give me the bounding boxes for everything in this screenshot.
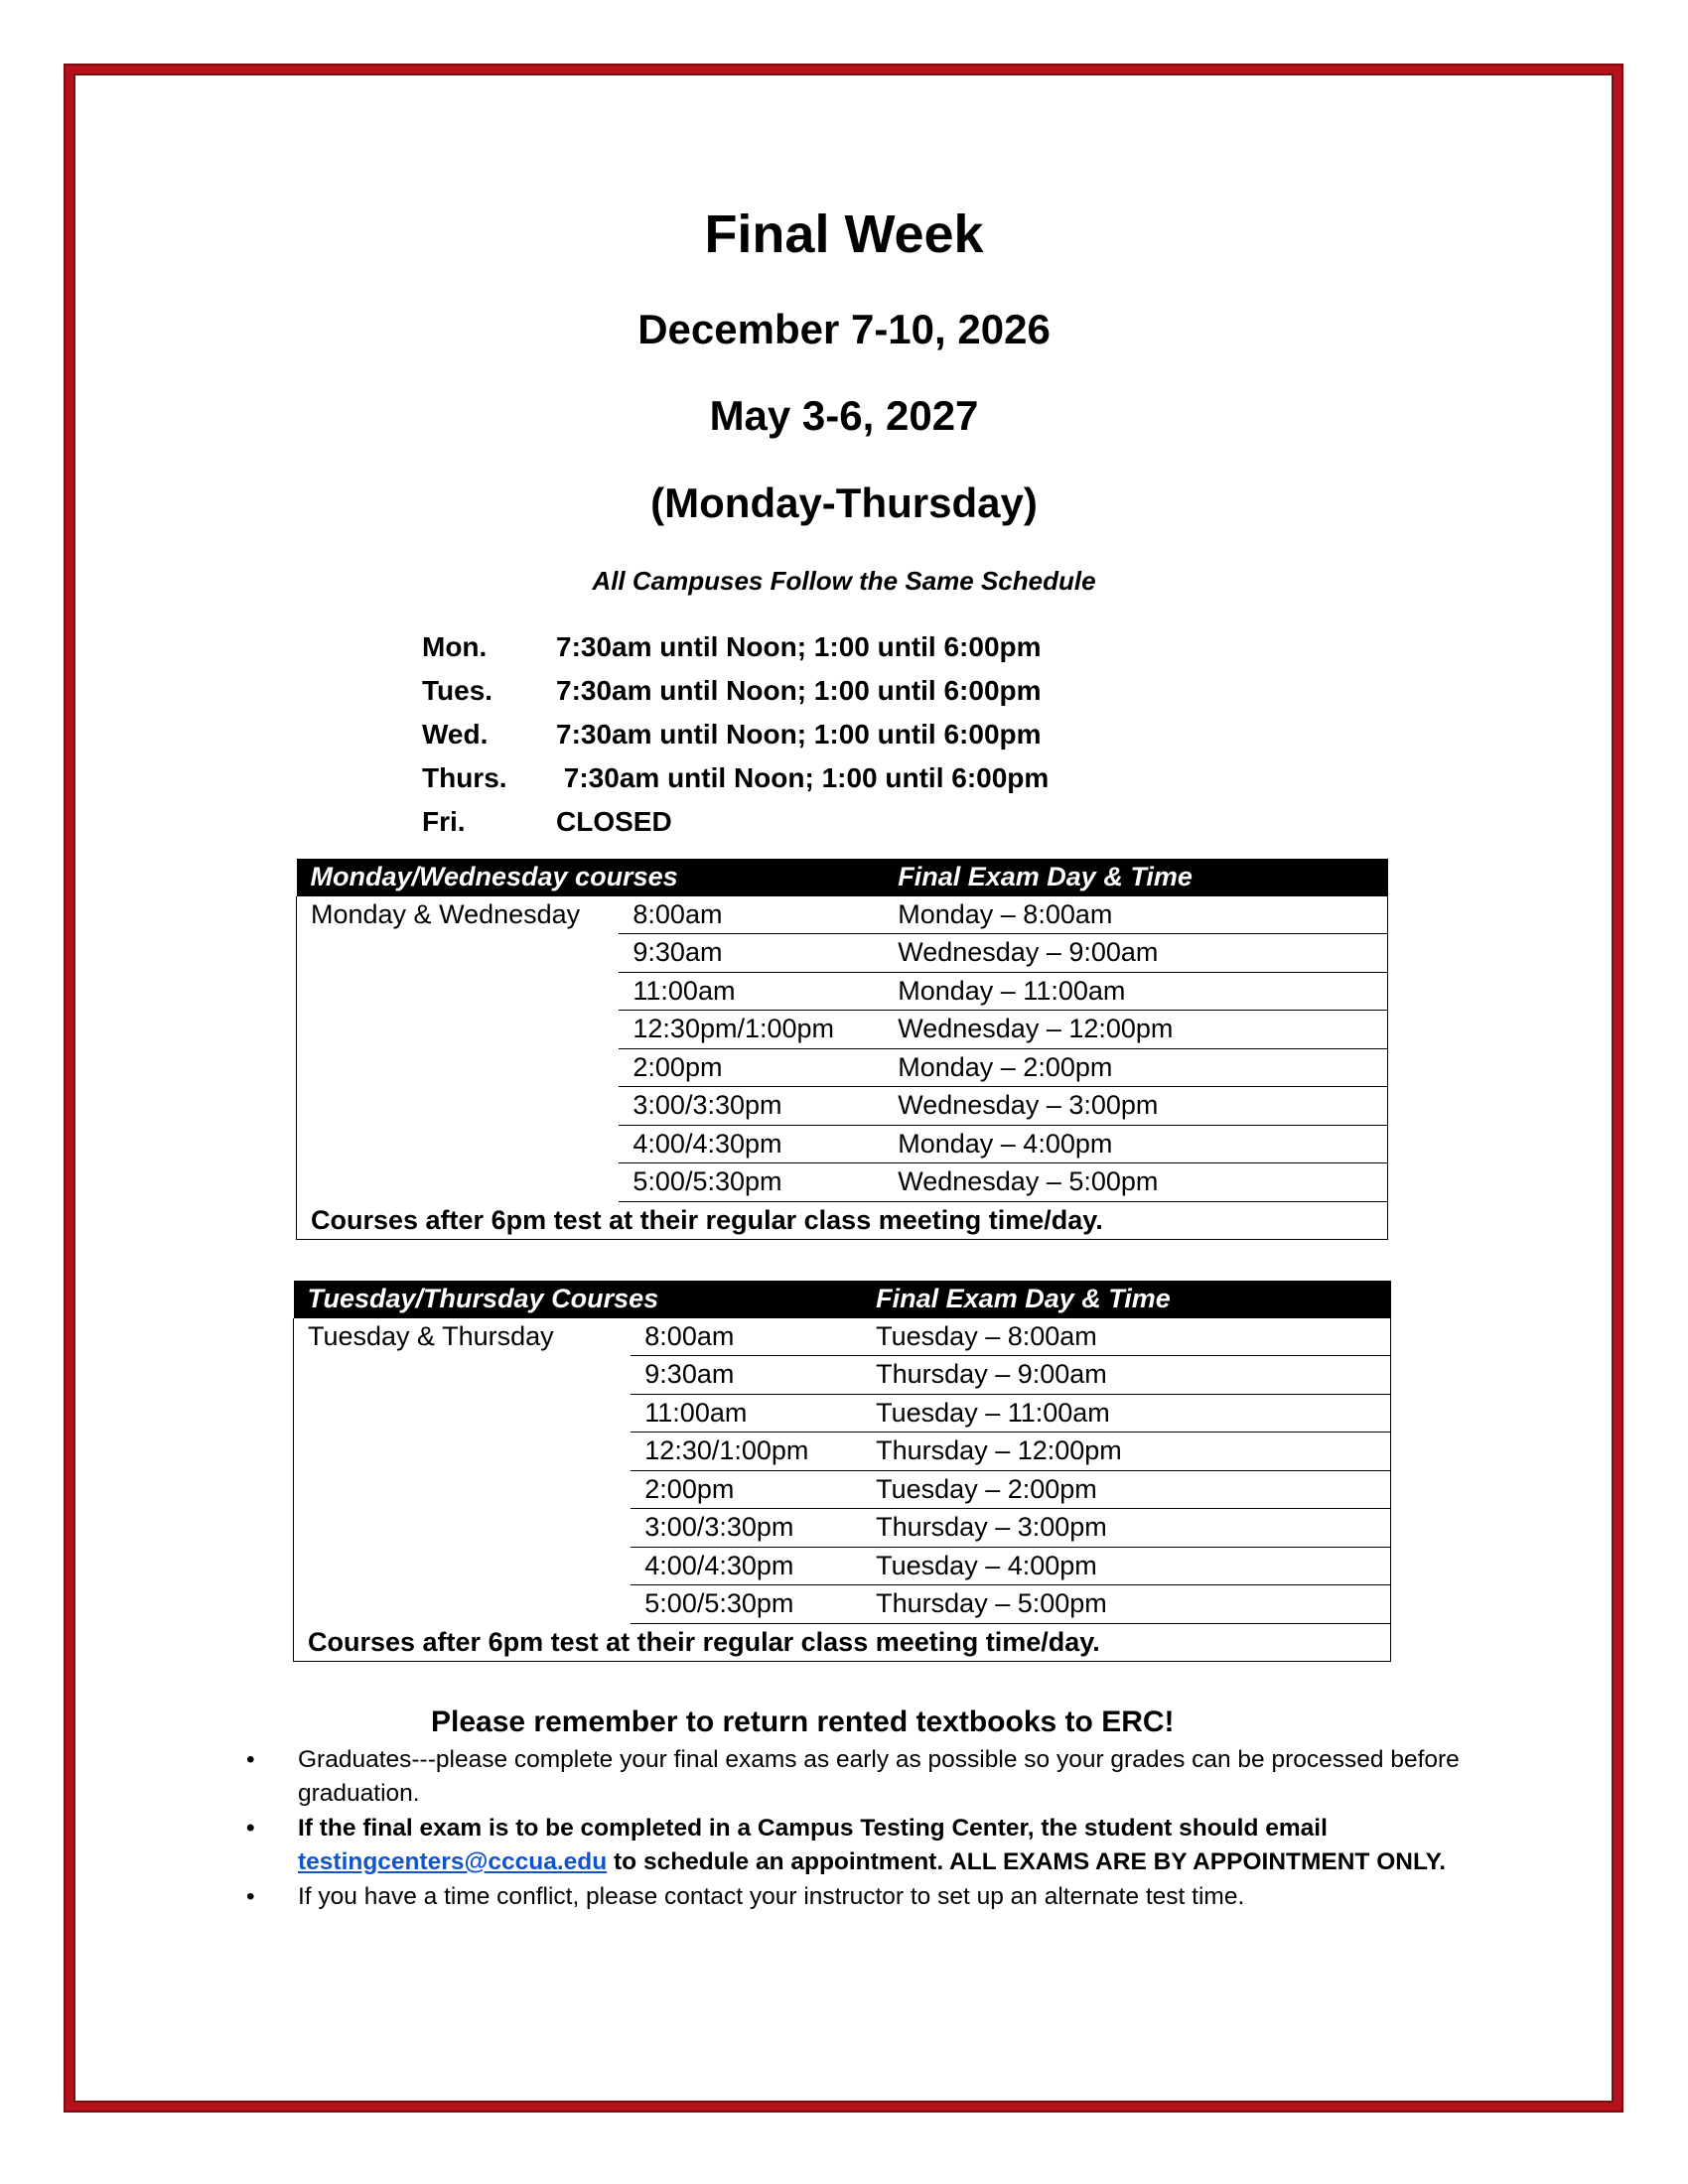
class-time: 8:00am (631, 1318, 862, 1356)
hours-row (422, 713, 1216, 756)
hours-time: 7:30am until Noon; 1:00 until 6:00pm (556, 762, 1050, 793)
hours-time: 7:30am until Noon; 1:00 until 6:00pm (556, 675, 1042, 706)
exam-time: Monday – 4:00pm (884, 1125, 1387, 1163)
hours-day: Fri. (422, 806, 466, 837)
header-courses: Monday/Wednesday courses (297, 859, 885, 896)
exam-time: Monday – 11:00am (884, 972, 1387, 1011)
hours-day: Thurs. (422, 762, 507, 793)
hours-row (422, 625, 1216, 669)
class-time: 2:00pm (631, 1470, 862, 1509)
bullet-icon: • (246, 1746, 255, 1773)
hours-row (422, 756, 1216, 800)
exam-time: Thursday – 5:00pm (862, 1585, 1390, 1624)
header-exam-time: Final Exam Day & Time (862, 1281, 1390, 1318)
notes-list (238, 1743, 1489, 1915)
class-time: 12:30/1:00pm (631, 1433, 862, 1471)
testing-note-part2: to schedule an appointment. ALL EXAMS ARE BY APPOINTMENT ONLY. (607, 1848, 1447, 1875)
hours-time: CLOSED (556, 806, 672, 837)
hours-day: Mon. (422, 631, 488, 662)
hours-day: Wed. (422, 719, 489, 750)
class-time: 11:00am (619, 972, 884, 1011)
exam-time: Tuesday – 2:00pm (862, 1470, 1390, 1509)
mw-schedule-table (296, 859, 1388, 1240)
exam-time: Tuesday – 4:00pm (862, 1547, 1390, 1585)
table-footer-row (294, 1623, 1391, 1662)
course-group-label: Tuesday & Thursday (294, 1318, 632, 1624)
bullet-icon: • (246, 1883, 255, 1910)
hours-time: 7:30am until Noon; 1:00 until 6:00pm (556, 719, 1042, 750)
exam-time: Wednesday – 3:00pm (884, 1087, 1387, 1126)
tt-schedule-table (293, 1281, 1391, 1662)
table-footer-row (297, 1201, 1388, 1240)
spring-date: May 3-6, 2027 (709, 392, 979, 439)
hours-row (422, 800, 1216, 844)
hours-day: Tues. (422, 675, 493, 706)
exam-time: Tuesday – 11:00am (862, 1394, 1390, 1433)
class-time: 5:00/5:30pm (619, 1163, 884, 1202)
evening-courses-note: Courses after 6pm test at their regular class meeting time/day. (297, 1201, 1388, 1240)
class-time: 4:00/4:30pm (631, 1547, 862, 1585)
exam-time: Monday – 2:00pm (884, 1048, 1387, 1087)
days-range: (Monday-Thursday) (650, 479, 1038, 526)
class-time: 9:30am (631, 1356, 862, 1395)
class-time: 4:00/4:30pm (619, 1125, 884, 1163)
conflict-note: If you have a time conflict, please contact your instructor to set up an alternate test time. (298, 1883, 1245, 1910)
table-row (297, 896, 1388, 934)
list-item (238, 1812, 1489, 1879)
testing-email-link[interactable]: testingcenters@cccua.edu (298, 1848, 608, 1875)
evening-courses-note: Courses after 6pm test at their regular class meeting time/day. (294, 1623, 1391, 1662)
list-item (238, 1880, 1489, 1914)
textbook-reminder: Please remember to return rented textbooks to ERC! (431, 1706, 1175, 1738)
table-header-row (297, 859, 1388, 896)
exam-time: Monday – 8:00am (884, 896, 1387, 934)
testing-hours (422, 625, 1216, 844)
exam-time: Wednesday – 5:00pm (884, 1163, 1387, 1202)
bullet-icon: • (246, 1815, 255, 1842)
class-time: 12:30pm/1:00pm (619, 1011, 884, 1049)
exam-time: Thursday – 9:00am (862, 1356, 1390, 1395)
exam-time: Wednesday – 12:00pm (884, 1011, 1387, 1049)
graduates-note: Graduates---please complete your final exams as early as possible so your grades can be processed before graduation. (298, 1746, 1460, 1807)
class-time: 3:00/3:30pm (631, 1509, 862, 1548)
table-header-row (294, 1281, 1391, 1318)
class-time: 8:00am (619, 896, 884, 934)
subtitle: All Campuses Follow the Same Schedule (592, 566, 1096, 596)
header-courses: Tuesday/Thursday Courses (294, 1281, 863, 1318)
exam-time: Wednesday – 9:00am (884, 934, 1387, 973)
exam-time: Tuesday – 8:00am (862, 1318, 1390, 1356)
class-time: 2:00pm (619, 1048, 884, 1087)
fall-date: December 7-10, 2026 (637, 306, 1051, 352)
header-exam-time: Final Exam Day & Time (884, 859, 1387, 896)
page-title: Final Week (704, 205, 984, 264)
testing-note-part1: If the final exam is to be completed in a Campus Testing Center, the student should email (298, 1815, 1328, 1842)
exam-time: Thursday – 3:00pm (862, 1509, 1390, 1548)
class-time: 3:00/3:30pm (619, 1087, 884, 1126)
class-time: 9:30am (619, 934, 884, 973)
class-time: 11:00am (631, 1394, 862, 1433)
hours-time: 7:30am until Noon; 1:00 until 6:00pm (556, 631, 1042, 662)
class-time: 5:00/5:30pm (631, 1585, 862, 1624)
course-group-label: Monday & Wednesday (297, 896, 620, 1202)
hours-row (422, 669, 1216, 713)
table-row (294, 1318, 1391, 1356)
list-item (238, 1743, 1489, 1811)
exam-time: Thursday – 12:00pm (862, 1433, 1390, 1471)
